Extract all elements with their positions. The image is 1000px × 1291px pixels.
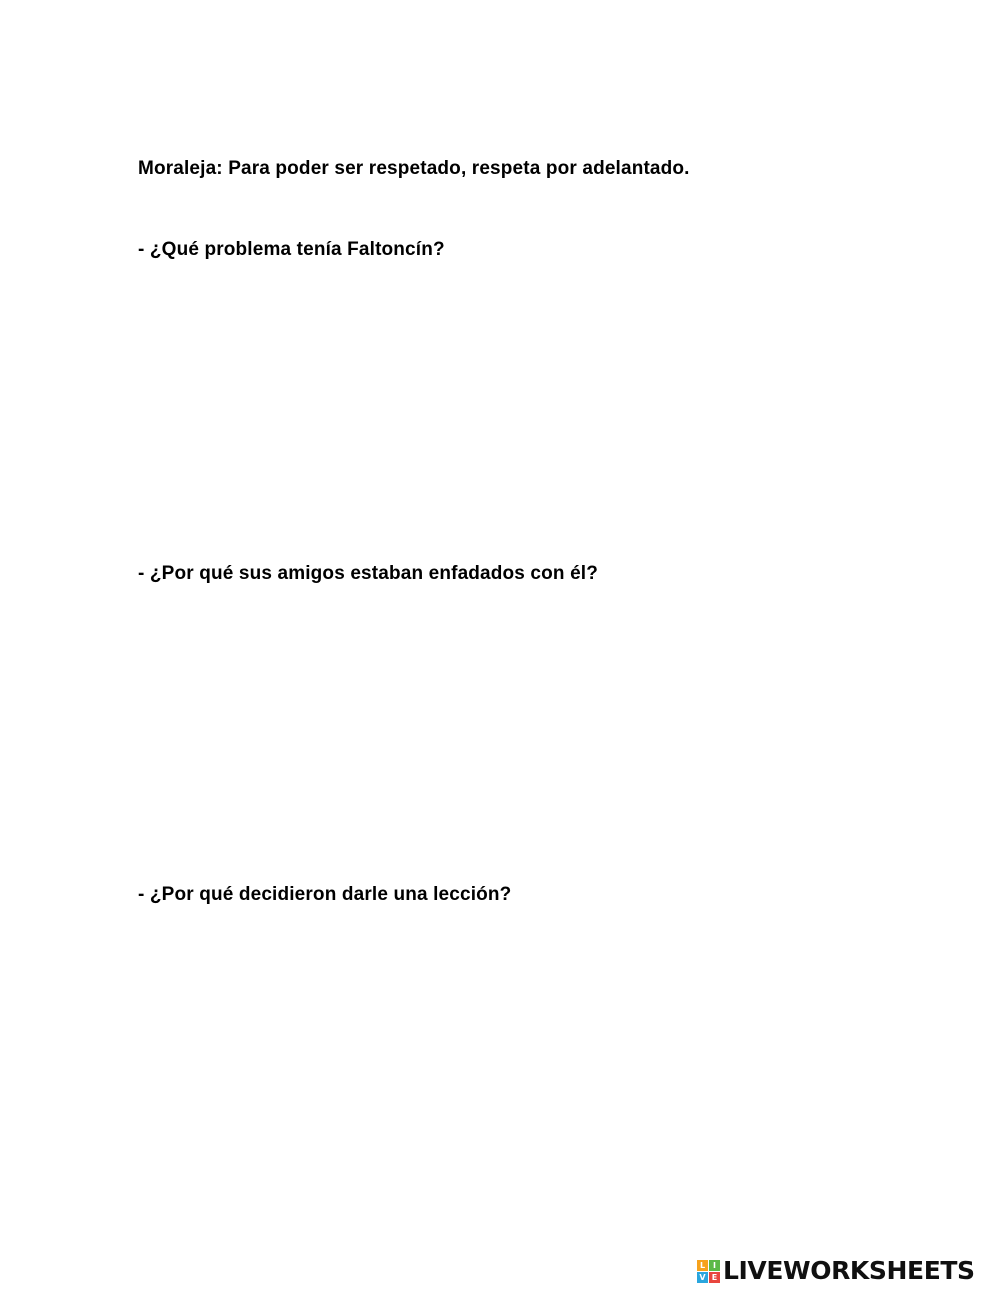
question-2: - ¿Por qué sus amigos estaban enfadados con él?	[138, 563, 598, 584]
logo-blocks-icon	[697, 1260, 720, 1283]
answer-area-2[interactable]	[138, 598, 858, 848]
answer-area-1[interactable]	[138, 275, 858, 525]
moral-text: Moraleja: Para poder ser respetado, respeta por adelantado.	[138, 158, 690, 179]
logo-block-v: V	[697, 1272, 708, 1283]
brand-name: LIVEWORKSHEETS	[723, 1256, 975, 1285]
logo-block-e: E	[709, 1272, 720, 1283]
question-1: - ¿Qué problema tenía Faltoncín?	[138, 239, 445, 260]
liveworksheets-logo	[697, 1256, 975, 1286]
question-3: - ¿Por qué decidieron darle una lección?	[138, 884, 512, 905]
logo-block-i: I	[709, 1260, 720, 1271]
answer-area-3[interactable]	[138, 920, 858, 1170]
logo-block-l: L	[697, 1260, 708, 1271]
